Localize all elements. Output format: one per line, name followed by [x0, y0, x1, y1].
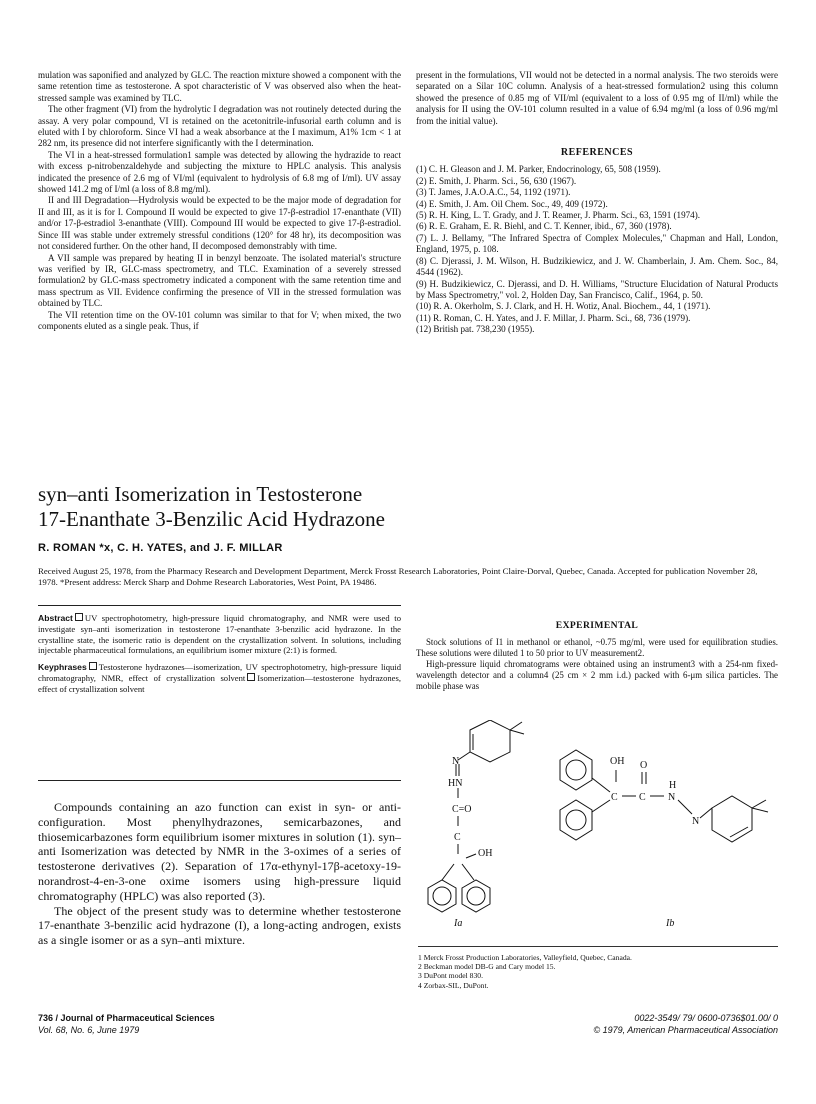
reference-item: (3) T. James, J.A.O.A.C., 54, 1192 (1971).: [416, 187, 571, 198]
copyright: © 1979, American Pharmaceutical Association: [593, 1025, 778, 1035]
atom-label: H: [669, 780, 677, 791]
received-note: Received August 25, 1978, from the Pharmacy Research and Development Department, Merck Frosst Research Laboratories, Point Claire-Dorval, Quebec, Canada. Accepted for publication November 28, 1978. *Present address: Merck Sharp and Dohme Research Laboratories, West Point, PA 19486.: [38, 566, 758, 587]
reference-item: (11) R. Roman, C. H. Yates, and J. F. Millar, J. Pharm. Sci., 68, 736 (1979).: [416, 312, 691, 323]
keyphrases-body-2: Isomerization—testosterone hydrazones, effect of crystallization solvent: [38, 672, 401, 694]
introduction: [38, 800, 401, 948]
title-line-2: 17-Enanthate 3-Benzilic Acid Hydrazone: [38, 507, 385, 531]
atom-label: C: [454, 832, 461, 843]
paragraph: High-pressure liquid chromatograms were obtained using an instrument3 with a 254-nm fixed-wavelength detector and a column4 (25 cm × 2 mm i.d.) packed with 6-μm silica particles. The mobile phase was: [416, 659, 778, 691]
reference-item: (12) British pat. 738,230 (1955).: [416, 324, 535, 335]
paragraph: The VI in a heat-stressed formulation1 sample was detected by allowing the hydrazide to react with excess p-nitrobenzaldehyde and subjecting the mixture to HPLC analysis. This analysis indicated the presence of 2.6 mg of VI/ml (equivalent to hydrolysis of 6.8 mg of I/ml). UV assay showed 141.2 mg of I/ml (a loss of 8.8 mg/ml).: [38, 149, 401, 195]
keyphrases-body: Testosterone hydrazones—isomerization, UV spectrophotometry, high-pressure liquid chromatography, NMR, effect of crystallization solvent: [38, 662, 401, 683]
paragraph: mulation was saponified and analyzed by GLC. The reaction mixture showed a component with the same retention time as testosterone. A spot characteristic of V was observed also when the heat-stressed sample was examined by TLC.: [38, 70, 401, 103]
reference-item: (7) L. J. Bellamy, "The Infrared Spectra of Complex Molecules," Chapman and Hall, London, England, 1975, p. 108.: [416, 232, 778, 255]
footer-left: [38, 1012, 215, 1036]
square-bullet-icon: [247, 673, 255, 681]
reference-item: (6) R. E. Graham, E. R. Biehl, and C. T. Kenner, ibid., 67, 360 (1978).: [416, 221, 672, 232]
article-code: 0022-3549/ 79/ 0600-0736$01.00/ 0: [634, 1013, 778, 1023]
atom-label: N: [692, 816, 700, 827]
footnotes: [418, 946, 778, 990]
page-journal: 736 / Journal of Pharmaceutical Sciences: [38, 1013, 215, 1023]
chemical-structure-diagram: [420, 720, 780, 930]
reference-item: (8) C. Djerassi, J. M. Wilson, H. Budzikiewicz, and J. W. Chamberlain, J. Am. Chem. Soc., 84, 4544 (1962).: [416, 255, 778, 278]
abstract-top-rule: [38, 605, 401, 606]
reference-item: (4) E. Smith, J. Am. Oil Chem. Soc., 49, 409 (1972).: [416, 198, 608, 209]
atom-label: O: [640, 760, 648, 771]
phenyl-ring: [428, 880, 456, 912]
reference-item: (9) H. Budzikiewicz, C. Djerassi, and D. H. Williams, "Structure Elucidation of Natural Products by Mass Spectrometry," vol. 2, Holden Day, San Francisco, Calif., 1964, p. 50.: [416, 278, 778, 300]
atom-label: N: [452, 756, 460, 767]
atom-label: C: [611, 792, 618, 803]
footnote: 3 DuPont model 830.: [418, 971, 483, 981]
paragraph: The object of the present study was to determine whether testosterone 17-enanthate 3-benzilic acid hydrazone (I), a long-acting androgen, exists as a single isomer or as a syn–anti mixture.: [38, 903, 401, 948]
square-bullet-icon: [89, 662, 97, 670]
compound-label-ib: Ib: [666, 918, 675, 929]
abstract-box: [38, 605, 401, 781]
phenyl-ring: [560, 750, 592, 790]
abstract-text: [38, 613, 401, 701]
article-title: [38, 482, 638, 532]
abstract-label: Abstract: [38, 613, 73, 623]
phenyl-ring: [462, 880, 490, 912]
phenyl-ring: [560, 800, 592, 840]
reference-item: (1) C. H. Gleason and J. M. Parker, Endocrinology, 65, 508 (1959).: [416, 164, 661, 175]
title-line-1: syn–anti Isomerization in Testosterone: [38, 482, 363, 506]
cyclohexene-ring-b: [712, 796, 752, 842]
paragraph: The VII retention time on the OV-101 column was similar to that for V; when mixed, the two components eluted as a single peak. Thus, if: [38, 309, 401, 331]
atom-label: C=O: [452, 804, 472, 815]
references-heading: REFERENCES: [560, 147, 634, 159]
footnote: 4 Zorbax-SIL, DuPont.: [418, 980, 489, 990]
compound-label-ia: Ia: [454, 918, 463, 929]
atom-label: HN: [448, 778, 463, 789]
paragraph: II and III Degradation—Hydrolysis would be expected to be the major mode of degradation for II and III, as it is for I. Compound II would be expected to give 17-β-estradiol 17-enanthate (VII) and/or 17-β-estradiol 3-enanthate (VIII). Compound III would be expected to give 17-β-estradiol. Since III was stable under extremely stressful conditions (120° for 48 hr), its decomposition was not considered further. On the other hand, II decomposed demonstrably with time.: [38, 195, 401, 252]
article-authors: R. ROMAN *x, C. H. YATES, and J. F. MILLAR: [38, 542, 283, 554]
keyphrases-label: Keyphrases: [38, 662, 87, 673]
reference-item: (5) R. H. King, L. T. Grady, and J. T. Reamer, J. Pharm. Sci., 63, 1591 (1974).: [416, 210, 701, 221]
volume-info: Vol. 68, No. 6, June 1979: [38, 1025, 140, 1035]
atom-label: N: [668, 792, 676, 803]
paragraph: The other fragment (VI) from the hydrolytic I degradation was not routinely detected during the assay. A very polar compound, VI is retained on the acetonitrile-infusorial earth column and is eluted with I by chloroform. Since VI had a weak absorbance at the I maximum, A1% 1cm < 1 at 282 nm, its presence did not interfere significantly with the I determination.: [38, 104, 401, 149]
paragraph: present in the formulations, VII would not be detected in a normal analysis. The two steroids were separated on a Silar 10C column. Analysis of a heat-stressed formulation2 using this column showed the presence of 0.85 mg of VII/ml (equivalent to a loss of 0.95 mg of II/ml) while the analysis for II using the OV-101 column resulted in a value of 6.94 mg/ml (a loss of 0.96 mg/ml from the initial value).: [416, 70, 778, 126]
reference-item: (2) E. Smith, J. Pharm. Sci., 56, 630 (1967).: [416, 175, 577, 186]
footnote: 2 Beckman model DB-G and Cary model 15.: [418, 962, 556, 972]
abstract-bottom-rule: [38, 780, 401, 781]
top-right-column: [416, 70, 778, 336]
footer-right: [593, 1012, 778, 1036]
reference-item: (10) R. A. Okerholm, S. J. Clark, and H. H. Wotiz, Anal. Biochem., 44, 1 (1971).: [416, 301, 711, 312]
square-bullet-icon: [75, 613, 83, 621]
paragraph: Compounds containing an azo function can exist in syn- or anti-configuration. Most phenylhydrazones, semicarbazones, and thiosemicarbazones form equilibrium isomer mixtures in solution (1). syn–anti Isomerization was detected by NMR in the 3-oximes of a series of testosterone derivatives (2). Separation of 17α-ethynyl-17β-acetoxy-19-norandrost-4-en-3-one oxime isomers using high-pressure liquid chromatography (HPLC) was also reported (3).: [38, 800, 401, 903]
cyclohexene-ring-a: [470, 720, 510, 762]
atom-label: C: [639, 792, 646, 803]
top-left-column: [38, 70, 401, 332]
experimental-heading: EXPERIMENTAL: [555, 620, 639, 631]
paragraph: A VII sample was prepared by heating II in benzyl benzoate. The isolated material's structure was verified by IR, GLC-mass spectrometry, and TLC. Examination of a severely stressed formulation2 by GLC-mass spectrometry indicated a component with the same retention time and mass spectrum as VII. Evidence confirming the presence of VII in the stressed formulation was obtained by TLC.: [38, 252, 401, 309]
atom-label: OH: [610, 756, 625, 767]
atom-label: OH: [478, 848, 493, 859]
footnote: 1 Merck Frosst Production Laboratories, Valleyfield, Quebec, Canada.: [418, 953, 632, 962]
experimental-section: [416, 620, 778, 692]
paragraph: Stock solutions of I1 in methanol or ethanol, ~0.75 mg/ml, were used for equilibration studies. These solutions were diluted 1 to 50 prior to UV measurement2.: [416, 637, 778, 658]
abstract-body: UV spectrophotometry, high-pressure liquid chromatography, and NMR were used to investigate syn–anti isomerization in testosterone 17-enanthate 3-benzilic acid hydrazone. In the crystalline state, the isomeric ratio is dependent on the crystallization solvent. In solutions, including injectable pharmaceutical formulations, an equilibrium isomer mixture (2:1) is formed.: [38, 613, 401, 656]
